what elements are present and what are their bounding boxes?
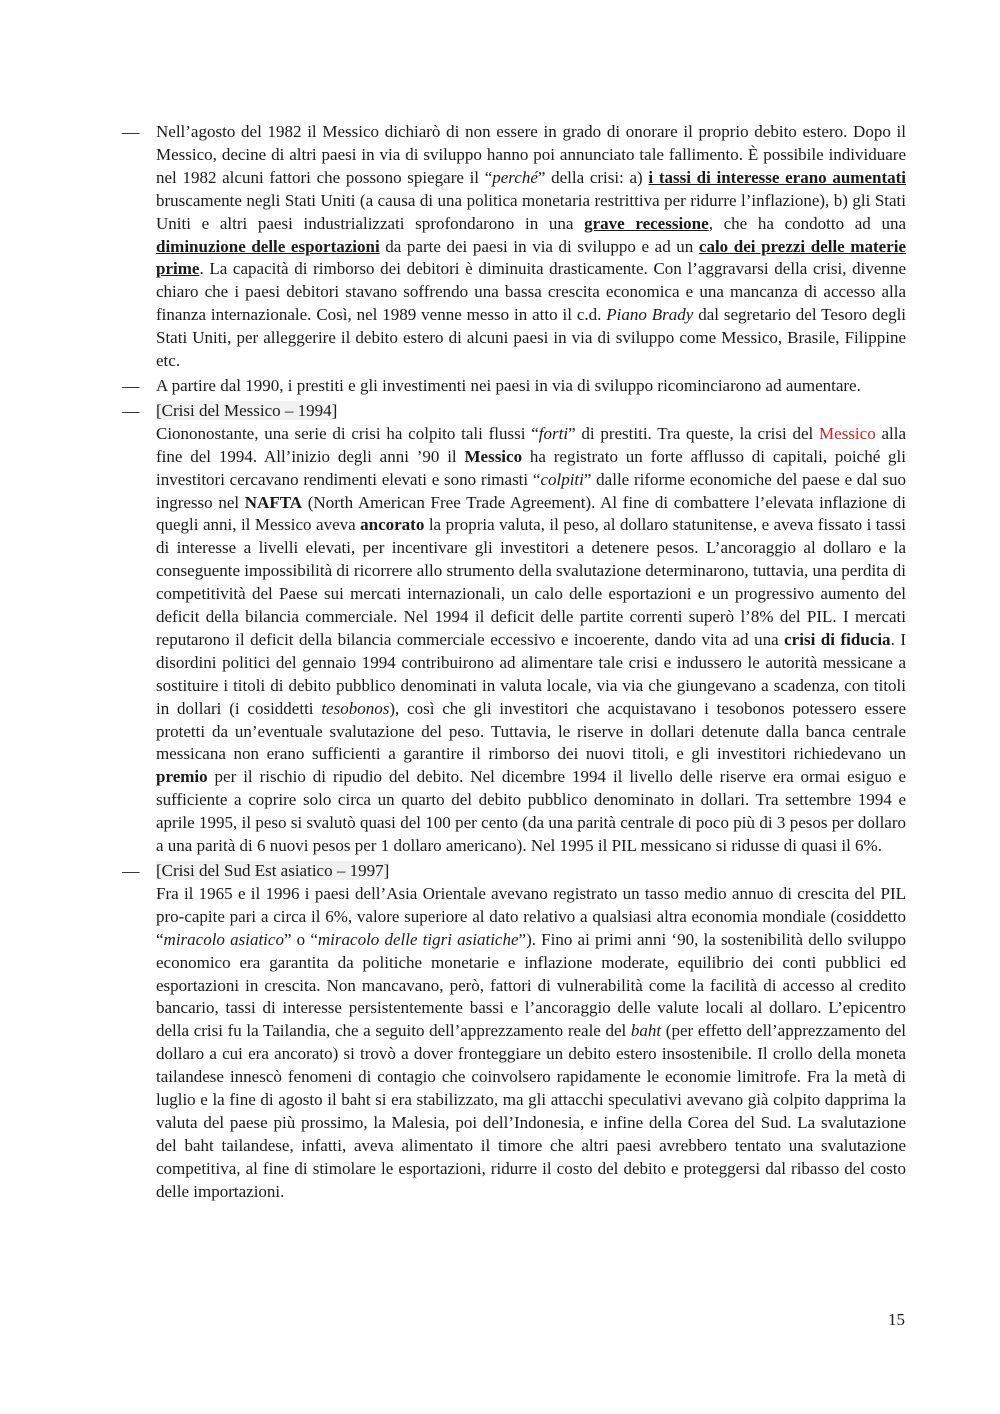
styled-text-run: i tassi di interesse erano aumentati [648,167,907,187]
text-run: ha registrato un forte afflusso di capitali, poiché gli investitori cercavano rendimenti elevati e sono rimasti “ [156,446,906,489]
text-run: (North American Free Trade Agreement). Al fine di combattere l’elevata inflazione di quegli anni, il Messico aveva [156,492,907,535]
styled-text-run: miracolo asiatico [163,929,284,949]
text-run: la propria valuta, il peso, al dollaro statunitense, e aveva fissato i tassi di interesse a livelli elevati, per incentivare gli investitori a detenere pesos. L’ancoraggio al dollaro e la conseguente impossibilità di ricorrere allo strumento della svalutazione determinarono, tuttavia, una perdita di competitività del Paese sui mercati internazionali, un calo delle esportazioni e un progressivo aumento del deficit della bilancia commerciale. Nel 1994 il deficit delle partite correnti superò l’8% del PIL. I mercati reputarono il deficit della bilancia commerciale eccessivo e incoerente, dando vita ad una [156,515,906,649]
page-number: 15 [888,1310,905,1329]
page-content [122,121,906,1206]
styled-text-run: Piano Brady [606,305,694,325]
paragraph [156,883,906,1204]
text-run: Ciononostante, una serie di crisi ha colpito tali flussi “ [156,423,539,443]
text-run: ” o “ [283,929,318,949]
styled-text-run: baht [630,1021,662,1041]
styled-text-run: ancorato [360,515,425,535]
styled-text-run: forti [538,423,569,443]
styled-text-run: perché [492,167,538,187]
dash-bullet: — [122,400,140,421]
styled-text-run: tesobonos [321,698,390,718]
styled-text-run: diminuzione delle esportazioni [156,236,380,256]
text-run: dal segretario del Tesoro degli Stati Uniti, per alleggerire il debito estero di alcuni paesi in via di sviluppo come Messico, Brasile, Filippine etc. [156,305,907,371]
dash-bullet: — [122,375,140,396]
list-item [122,121,906,373]
text-run: . La capacità di rimborso dei debitori è diminuita drasticamente. Con l’aggravarsi della crisi, divenne chiaro che i paesi debitori stavano soffrendo una bassa crescita economica e una mancanza di accesso alla finanza internazionale. Così, nel 1989 venne messo in atto il c.d. [156,259,906,325]
text-run: bruscamente negli Stati Uniti (a causa di una politica monetaria restrittiva per ridurre l’inflazione), b) gli Stati Uniti e altri paesi industrializzati sprofondarono in una [156,190,906,233]
dash-bullet: — [122,122,140,142]
dash-bullet: — [122,861,140,881]
section-heading [156,860,906,883]
section-heading-text: [Crisi del Messico – 1994] [156,400,338,420]
list-item [122,860,906,1204]
text-run: , che ha condotto ad una [708,213,907,233]
text-run: ” dalle riforme economiche del paese e dal suo ingresso nel [156,469,907,512]
list-item [122,400,906,858]
styled-text-run: NAFTA [244,492,303,512]
text-run: Nell’agosto del 1982 il Messico dichiarò di non essere in grado di onorare il proprio debito estero. Dopo il Messico, decine di altri paesi in via di sviluppo hanno poi annunciato tale fallimento. È possibile individuare nel 1982 alcuni fattori che possono spiegare il “ [156,122,906,187]
text-run: A partire dal 1990, i prestiti e gli investimenti nei paesi in via di sviluppo ricominciarono ad aumentare. [156,375,861,395]
text-run: ), così che gli investitori che acquistavano i tesobonos potessero essere protetti da un’eventuale svalutazione del peso. Tuttavia, le riserve in dollari detenute dalla banca centrale messicana non erano sufficienti a garantire il rimborso dei nuovi titoli, e gli investitori richiedevano un [156,698,906,764]
text-run: per il rischio di ripudio del debito. Nel dicembre 1994 il livello delle riserve era ormai esiguo e sufficiente a coprire solo circa un quarto del debito pubblico denominato in dollari. Tra settembre 1994 e aprile 1995, il peso si svalutò quasi del 100 per cento (da una parità centrale di poco più di 3 pesos per dollaro a una parità di 6 nuovi pesos per 1 dollaro americano). Nel 1995 il PIL messicano si ridusse di quasi il 6%. [156,767,906,856]
styled-text-run: Messico [464,446,523,466]
text-run: . I disordini politici del gennaio 1994 contribuirono ad alimentare tale crisi e indussero le autorità messicane a sostituire i titoli di debito pubblico denominati in valuta locale, via via che giungevano a scadenza, con titoli in dollari (i cosiddetti [156,629,906,718]
text-run: ” della crisi: a) [537,167,649,187]
styled-text-run: Messico [819,423,876,443]
paragraph [156,121,906,373]
paragraph [156,375,906,398]
text-run: ”). Fino ai primi anni ‘90, la sostenibilità dello sviluppo economico era garantita da politiche monetarie e inflazione moderate, equilibrio dei conti pubblici ed esportazioni in crescita. Non mancavano, però, fattori di vulnerabilità come la facilità di accesso al credito bancario, tassi di interesse persistentemente bassi e l’ancoraggio delle valute locali al dollaro. L’epicentro della crisi fu la Tailandia, che a seguito dell’apprezzamento reale del [156,929,907,1041]
styled-text-run: miracolo delle tigri asiatiche [317,929,519,949]
paragraph [156,423,906,858]
styled-text-run: crisi di fiducia [784,629,891,649]
text-run: Fra il 1965 e il 1996 i paesi dell’Asia Orientale avevano registrato un tasso medio annuo di crescita del PIL pro-capite pari a circa il 6%, valore superiore al dato relativo a qualsiasi altra economia mondiale (cosiddetto “ [156,883,906,949]
styled-text-run: calo dei prezzi delle materie prime [156,236,906,279]
text-run: alla fine del 1994. All’inizio degli anni ’90 il [156,423,906,466]
list-item [122,375,906,398]
text-run: (per effetto dell’apprezzamento del dollaro a cui era ancorato) si trovò a dover fronteggiare un debito estero insostenibile. Il crollo della moneta tailandese innescò fenomeni di contagio che coinvolsero rapidamente le economie limitrofe. Fra la metà di luglio e la fine di agosto il baht si era stabilizzato, ma gli attacchi speculativi avevano già colpito dapprima la valuta del paese più prossimo, la Malesia, poi dell’Indonesia, e infine della Corea del Sud. La svalutazione del baht tailandese, infatti, aveva alimentato il timore che altri paesi avrebbero tentato una svalutazione competitiva, al fine di stimolare le esportazioni, ridurre il costo del debito e proteggersi dal ribasso del costo delle importazioni. [156,1021,906,1201]
text-run: da parte dei paesi in via di sviluppo e ad un [379,236,699,256]
styled-text-run: colpiti [540,469,584,489]
section-heading-text: [Crisi del Sud Est asiatico – 1997] [156,861,390,880]
styled-text-run: grave recessione [584,213,709,233]
styled-text-run: premio [156,767,208,787]
text-run: ” di prestiti. Tra queste, la crisi del [568,423,820,443]
section-heading [156,400,906,423]
